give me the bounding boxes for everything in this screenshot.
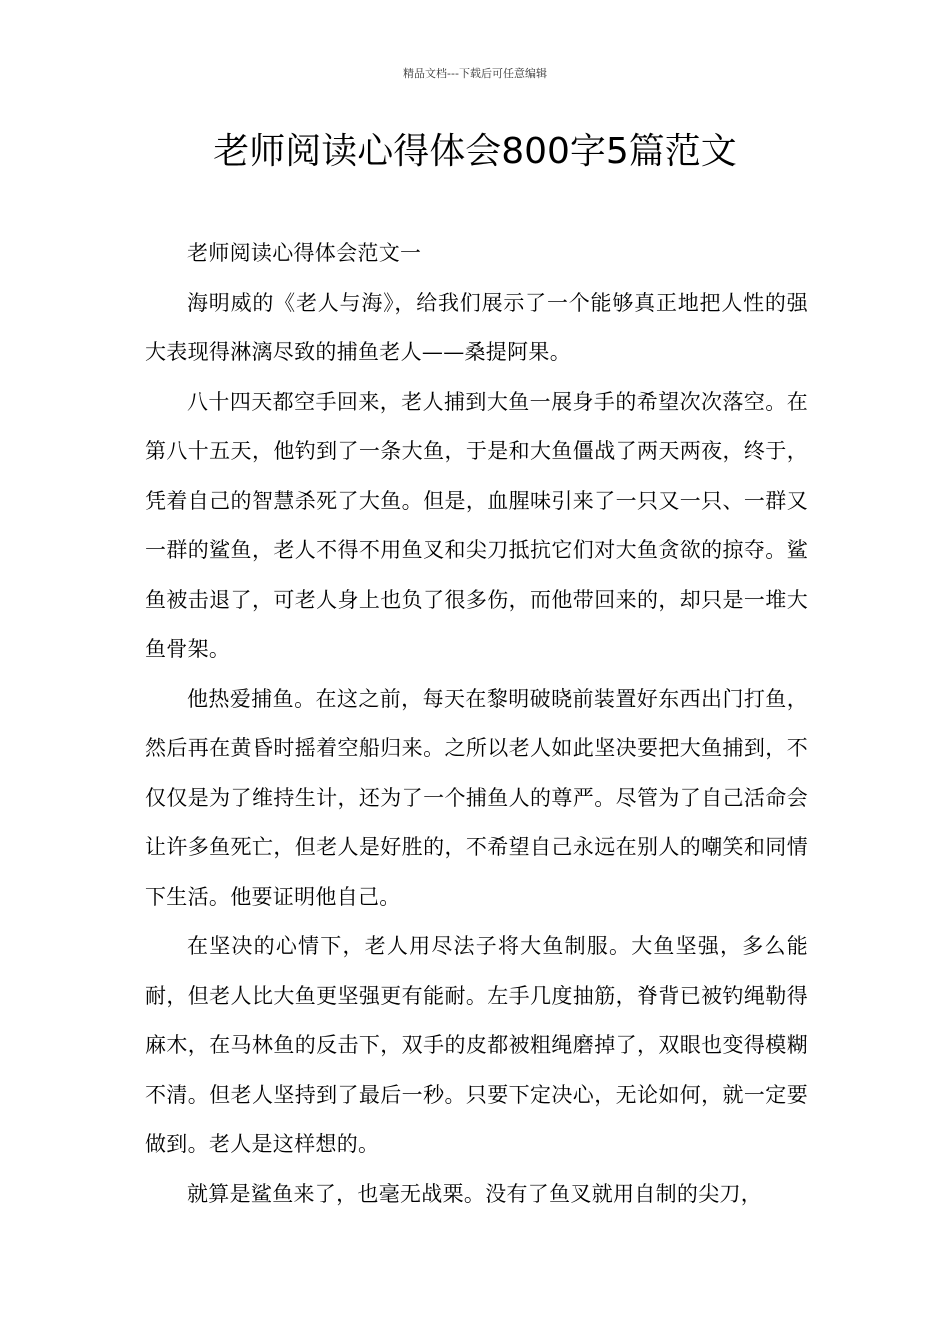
document-title: 老师阅读心得体会800字5篇范文 <box>213 131 737 172</box>
document-body <box>145 229 808 1219</box>
paragraph: 就算是鲨鱼来了，也毫无战栗。没有了鱼叉就用自制的尖刀， <box>187 1181 763 1206</box>
page-header: 精品文档---下载后可任意编辑 <box>403 67 547 80</box>
paragraph: 海明威的《老人与海》，给我们展示了一个能够真正地把人性的强大表现得淋漓尽致的捕鱼老人——桑提阿果。 <box>145 290 808 364</box>
section-heading: 老师阅读心得体会范文一 <box>187 241 422 265</box>
paragraph: 八十四天都空手回来，老人捕到大鱼一展身手的希望次次落空。在第八十五天，他钓到了一条大鱼，于是和大鱼僵战了两天两夜，终于，凭着自己的智慧杀死了大鱼。但是，血腥味引来了一只又一只、一群又一群的鲨鱼，老人不得不用鱼叉和尖刀抵抗它们对大鱼贪欲的掠夺。鲨鱼被击退了，可老人身上也负了很多伤，而他带回来的，却只是一堆大鱼骨架。 <box>145 389 808 661</box>
paragraph: 他热爱捕鱼。在这之前，每天在黎明破晓前装置好东西出门打鱼，然后再在黄昏时摇着空船归来。之所以老人如此坚决要把大鱼捕到，不仅仅是为了维持生计，还为了一个捕鱼人的尊严。尽管为了自己活命会让许多鱼死亡，但老人是好胜的，不希望自己永远在别人的嘲笑和同情下生活。他要证明他自己。 <box>145 686 808 909</box>
paragraph: 在坚决的心情下，老人用尽法子将大鱼制服。大鱼坚强，多么能耐，但老人比大鱼更坚强更有能耐。左手几度抽筋，脊背已被钓绳勒得麻木，在马林鱼的反击下，双手的皮都被粗绳磨掉了，双眼也变得模糊不清。但老人坚持到了最后一秒。只要下定决心，无论如何，就一定要做到。老人是这样想的。 <box>145 934 808 1156</box>
